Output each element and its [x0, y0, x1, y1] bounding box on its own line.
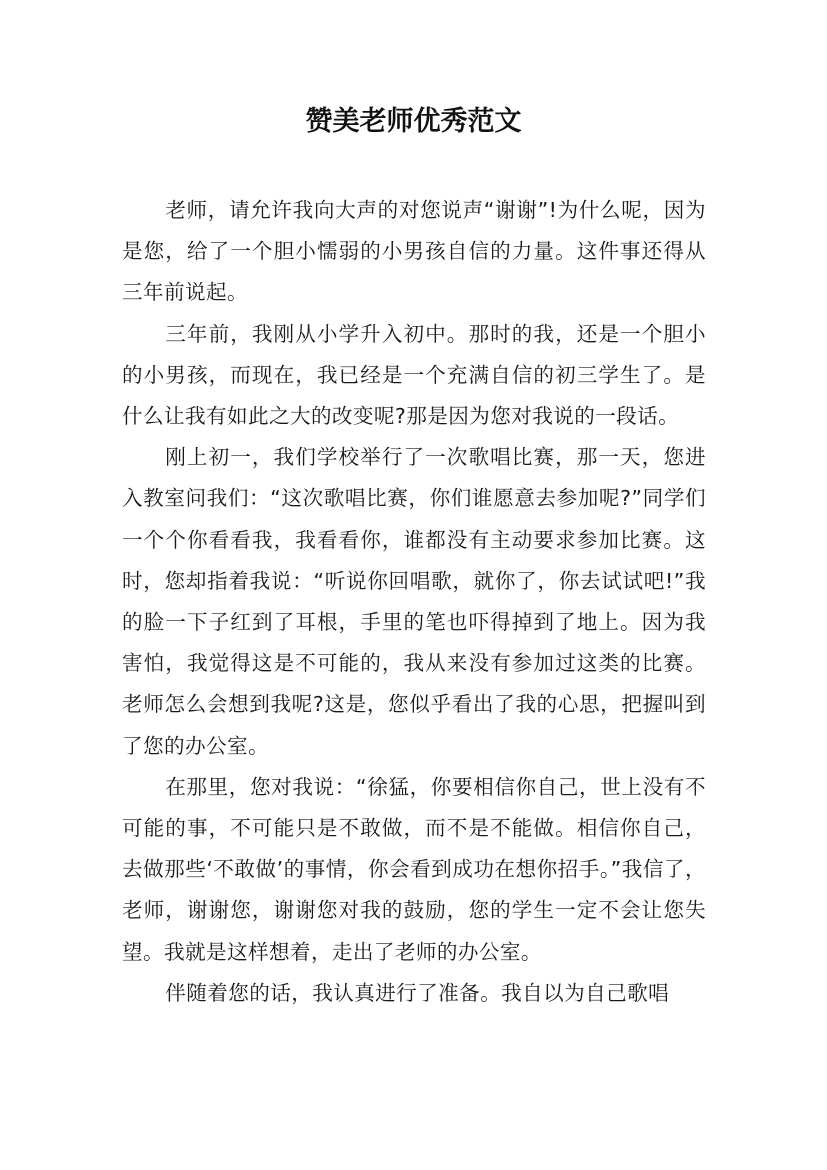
paragraph: 三年前，我刚从小学升入初中。那时的我，还是一个胆小的小男孩，而现在，我已经是一个充满自信的初三学生了。是什么让我有如此之大的改变呢?那是因为您对我说的一段话。 [122, 321, 706, 429]
paragraph: 刚上初一，我们学校举行了一次歌唱比赛，那一天，您进入教室问我们：“这次歌唱比赛，你们谁愿意去参加呢?”同学们一个个你看看我，我看看你，谁都没有主动要求参加比赛。这时，您却指着我说：“听说你回唱歌，就你了，你去试试吧!”我的脸一下子红到了耳根，手里的笔也吓得掉到了地上。因为我害怕，我觉得这是不可能的，我从来没有参加过这类的比赛。老师怎么会想到我呢?这是，您似乎看出了我的心思，把握叫到了您的办公室。 [122, 445, 706, 758]
paragraph: 老师，请允许我向大声的对您说声“谢谢”!为什么呢，因为是您，给了一个胆小懦弱的小男孩自信的力量。这件事还得从三年前说起。 [122, 198, 706, 305]
document-body [122, 190, 706, 1014]
paragraph: 在那里，您对我说：“徐猛，你要相信你自己，世上没有不可能的事，不可能只是不敢做，而不是不能做。相信你自己，去做那些‘不敢做’的事情，你会看到成功在想你招手。”我信了，老师，谢谢您，谢谢您对我的鼓励，您的学生一定不会让您失望。我就是这样想着，走出了老师的办公室。 [122, 774, 706, 964]
paragraph: 伴随着您的话，我认真进行了准备。我自以为自己歌唱 [165, 980, 670, 1005]
document-title: 赞美老师优秀范文 [305, 106, 522, 137]
